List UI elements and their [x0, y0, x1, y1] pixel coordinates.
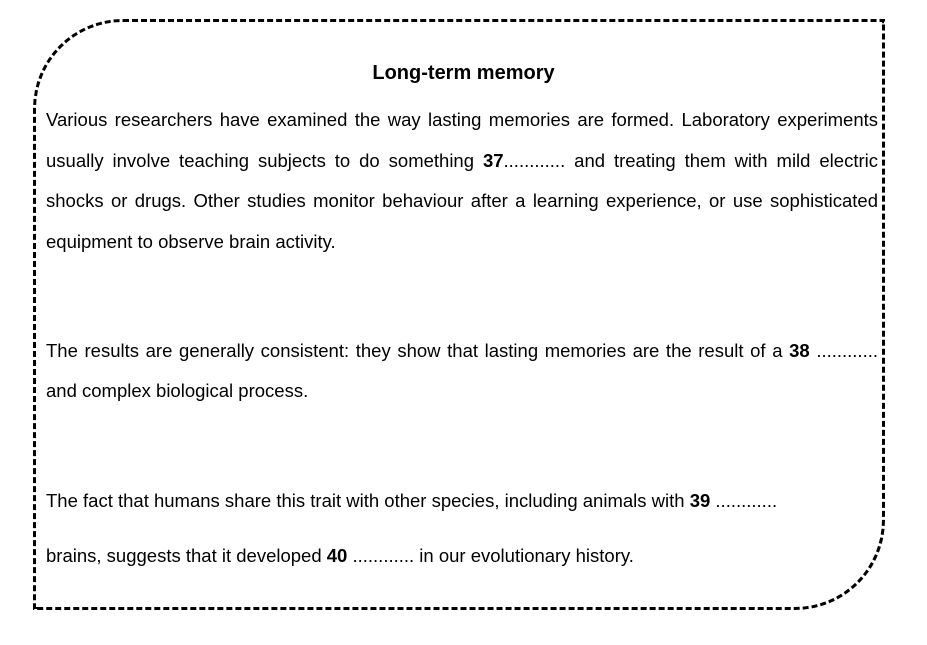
- gap-number-38: 38: [789, 340, 810, 361]
- gap-number-37: 37: [482, 149, 504, 171]
- paragraph-3-text-end: ............ in our evolutionary history.: [347, 545, 634, 566]
- paragraph-3-text-start: The fact that humans share this trait with other species, including animals with: [46, 490, 690, 511]
- paragraph-3-text-middle: brains, suggests that it developed: [46, 545, 327, 566]
- gap-39-dots: ............: [710, 490, 778, 511]
- paragraph-1-text-start: Various researchers have examined the way lasting memories are formed. Laboratory experiments usually involve teaching subjects to do something: [46, 109, 878, 171]
- paragraph-2-text-end: ............ and complex biological process.: [46, 340, 878, 401]
- paragraph-2-text-start: The results are generally consistent: they show that lasting memories are the result of a: [46, 340, 790, 361]
- passage-title: Long-term memory: [372, 62, 555, 84]
- paragraph-3-line-2: [46, 536, 878, 576]
- gap-number-40: 40: [326, 545, 348, 566]
- gap-number-39: 39: [689, 490, 711, 511]
- paragraph-2: [46, 331, 878, 411]
- paragraph-1-text-end: ............ and treating them with mild electric shocks or drugs. Other studies monitor behaviour after a learning experience, or use sophisticated equipment to observe brain activity.: [46, 149, 878, 252]
- paragraph-3-line-1: [46, 481, 878, 521]
- paragraph-1: [46, 100, 878, 262]
